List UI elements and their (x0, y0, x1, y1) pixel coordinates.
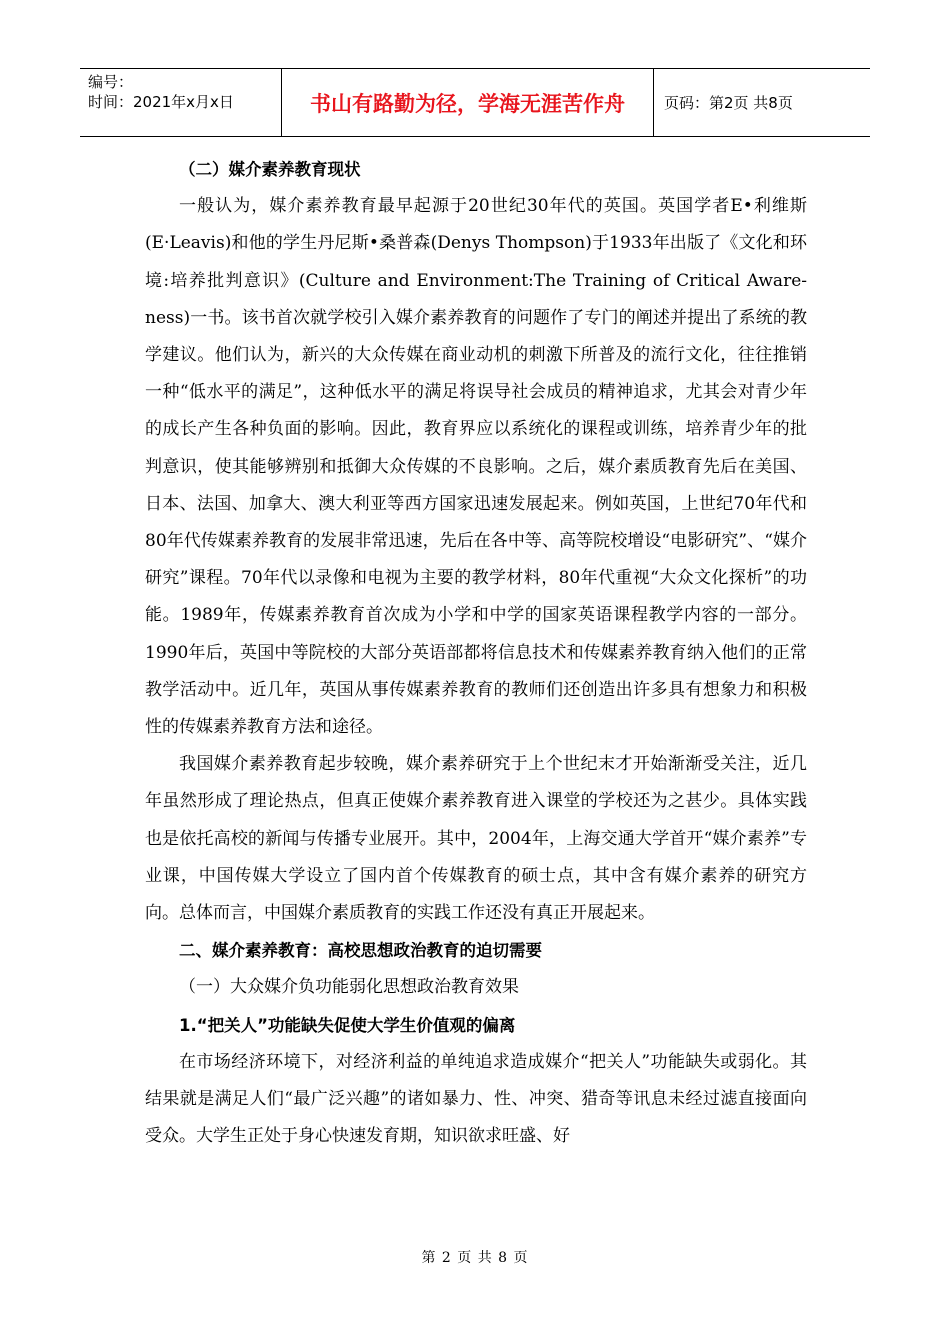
page-footer: 第 2 页 共 8 页 (421, 1250, 529, 1266)
document-body (145, 151, 807, 1155)
number-label: 编号： (88, 73, 134, 91)
paragraph-market-economy: 在市场经济环境下，对经济利益的单纯追求造成媒介“把关人”功能缺失或弱化。其结果就是满足人们“最广泛兴趣”的诸如暴力、性、冲突、猎奇等讯息未经过滤直接面向受众。大学生正处于身心快速发育期，知识欲求旺盛、好 (145, 1051, 807, 1147)
page-header (80, 68, 870, 137)
time-label: 时间：2021年x月x日 (88, 93, 234, 111)
section-heading-urgent-need: 二、媒介素养教育：高校思想政治教育的迫切需要 (179, 941, 542, 961)
section-heading-current-status: （二）媒介素养教育现状 (179, 160, 361, 179)
subsection-heading-negative-function: （一）大众媒介负功能弱化思想政治教育效果 (179, 977, 519, 998)
paragraph-origin: 一般认为，媒介素养教育最早起源于20世纪30年代的英国。英国学者E•利维斯(E·Leavis)和他的学生丹尼斯•桑普森(Denys Thompson)于1933年出版了《文化和环境:培养批判意识》(Culture and Environment:The Training of Critical Aware-ness)一书。该书首次就学校引入媒介素养教育的问题作了专门的阐述并提出了系统的教学建议。他们认为，新兴的大众传媒在商业动机的刺激下所普及的流行文化，往往推销一种“低水平的满足”，这种低水平的满足将误导社会成员的精神追求，尤其会对青少年的成长产生各种负面的影响。因此，教育界应以系统化的课程或训练，培养青少年的批判意识，使其能够辨别和抵御大众传媒的不良影响。之后，媒介素质教育先后在美国、日本、法国、加拿大、澳大利亚等西方国家迅速发展起来。例如英国，上世纪70年代和80年代传媒素养教育的发展非常迅速，先后在各中等、高等院校增设“电影研究”、“媒介研究”课程。70年代以录像和电视为主要的教学材料，80年代重视“大众文化探析”的功能。1989年，传媒素养教育首次成为小学和中学的国家英语课程教学内容的一部分。1990年后，英国中等院校的大部分英语部都将信息技术和传媒素养教育纳入他们的正常教学活动中。近几年，英国从事传媒素养教育的教师们还创造出许多具有想象力和积极性的传媒素养教育方法和途径。 (145, 196, 807, 738)
header-motto: 书山有路勤为径，学海无涯苦作舟 (282, 69, 654, 136)
header-page-label: 页码：第2页 共8页 (664, 94, 793, 112)
paragraph-china: 我国媒介素养教育起步较晚，媒介素养研究于上个世纪末才开始渐渐受关注，近几年虽然形成了理论热点，但真正使媒介素养教育进入课堂的学校还为之甚少。具体实践也是依托高校的新闻与传播专业展开。其中，2004年，上海交通大学首开“媒介素养”专业课，中国传媒大学设立了国内首个传媒教育的硕士点，其中含有媒介素养的研究方向。总体而言，中国媒介素质教育的实践工作还没有真正开展起来。 (145, 754, 807, 924)
header-meta (80, 69, 282, 136)
subsubsection-heading-gatekeeper: 1.“把关人”功能缺失促使大学生价值观的偏离 (179, 1015, 516, 1035)
